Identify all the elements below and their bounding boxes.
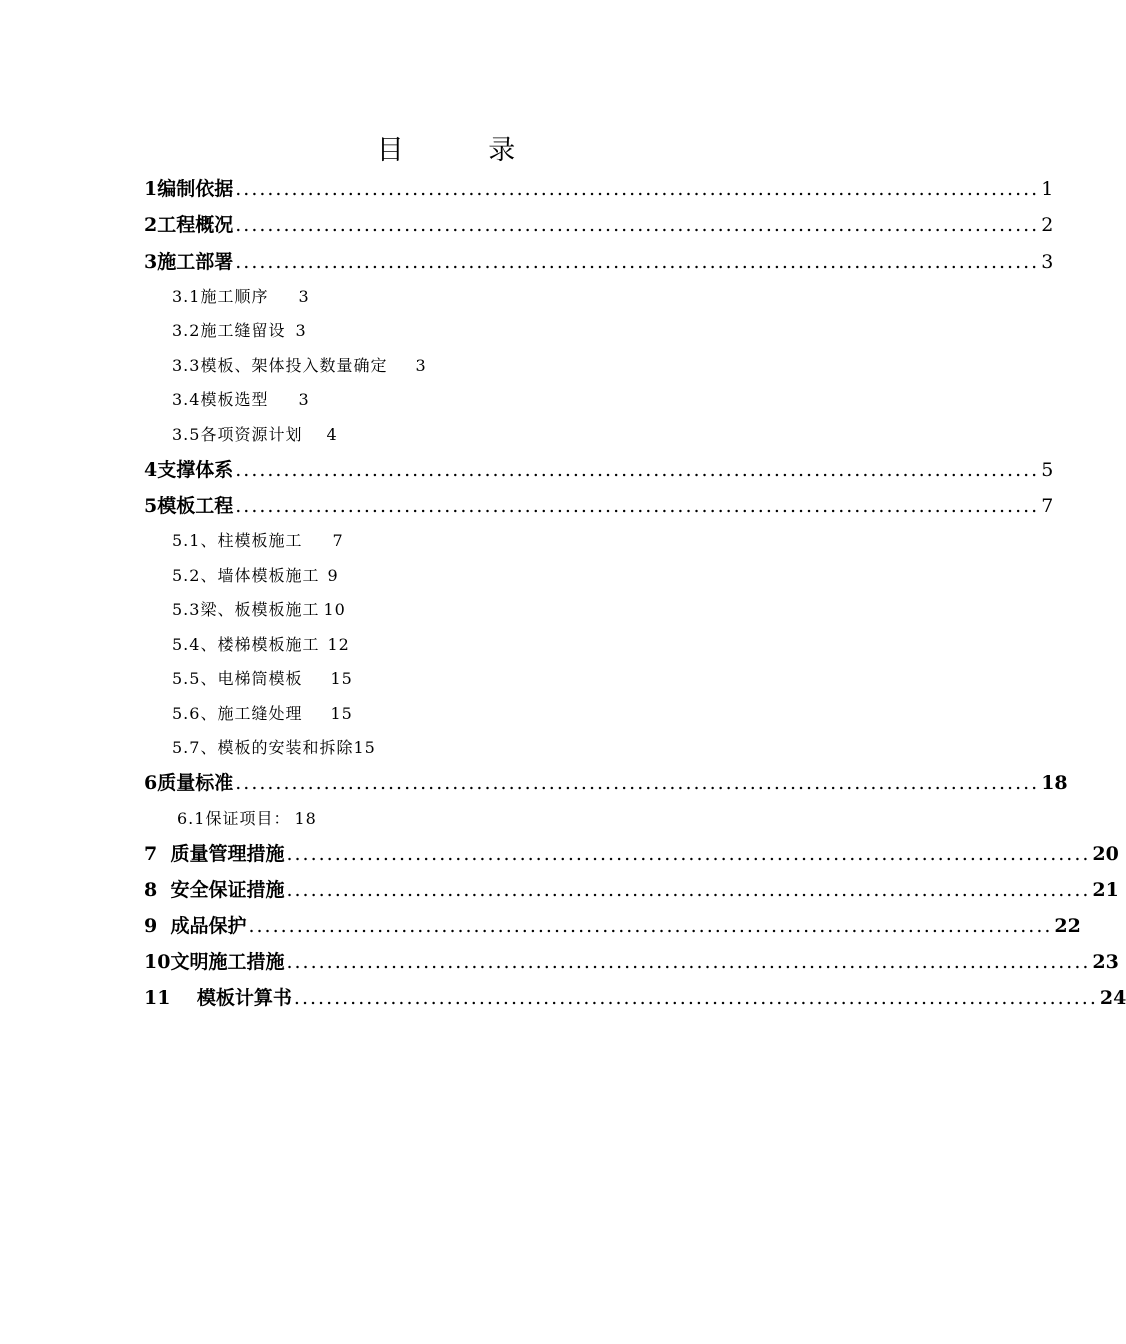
toc-subentry-page: 7 — [332, 531, 344, 550]
toc-entry[interactable] — [144, 911, 1081, 938]
toc-entry[interactable] — [144, 210, 1054, 237]
toc-entry-label: 4支撑体系 — [144, 459, 234, 481]
toc-entry-label: 10文明施工措施 — [144, 951, 285, 973]
toc-leader-dots: .................................................................................................... — [235, 495, 1040, 517]
toc-subentry-label: 5.4、楼梯模板施工 — [172, 635, 320, 654]
toc-entry-page: 2 — [1041, 214, 1054, 236]
toc-subentry-label: 3.5各项资源计划 — [172, 425, 303, 444]
toc-entry-page: 24 — [1099, 987, 1126, 1009]
toc-entry[interactable] — [144, 247, 1054, 274]
toc-subentry-page: 18 — [294, 809, 317, 828]
toc-entry-label: 9 成品保护 — [144, 915, 247, 937]
toc-entry-label: 7 质量管理措施 — [144, 843, 285, 865]
toc-subentry[interactable] — [172, 528, 344, 551]
toc-entry-page: 7 — [1041, 495, 1054, 517]
toc-subentry[interactable] — [172, 701, 353, 724]
toc-subentry[interactable] — [177, 806, 317, 829]
toc-subentry-label: 5.2、墙体模板施工 — [172, 566, 320, 585]
toc-subentry-page: 3 — [298, 287, 310, 306]
toc-subentry-page: 15 — [353, 738, 376, 757]
toc-entry[interactable] — [144, 947, 1119, 974]
toc-subentry[interactable] — [172, 318, 307, 341]
toc-subentry-label: 3.4模板选型 — [172, 390, 269, 409]
toc-title: 目 录 — [376, 135, 554, 166]
toc-entry[interactable] — [144, 875, 1119, 902]
toc-subentry-page: 3 — [415, 356, 427, 375]
toc-subentry-page: 10 — [323, 600, 346, 619]
toc-subentry[interactable] — [172, 597, 346, 620]
toc-entry-label: 5模板工程 — [144, 495, 234, 517]
toc-leader-dots: .................................................................................................... — [235, 178, 1040, 200]
toc-subentry[interactable] — [172, 422, 338, 445]
toc-entry-label: 3施工部署 — [144, 251, 234, 273]
toc-subentry-label: 6.1保证项目： — [177, 809, 291, 828]
toc-entry-label: 2工程概况 — [144, 214, 234, 236]
toc-entry-page: 18 — [1041, 772, 1068, 794]
toc-entry-page: 20 — [1092, 843, 1119, 865]
toc-entry[interactable] — [144, 983, 1126, 1010]
toc-entry-page: 3 — [1041, 251, 1054, 273]
toc-leader-dots: .................................................................................................... — [235, 772, 1040, 794]
toc-entry-page: 23 — [1092, 951, 1119, 973]
toc-entry-label: 6质量标准 — [144, 772, 234, 794]
toc-subentry[interactable] — [172, 563, 339, 586]
toc-subentry-label: 3.1施工顺序 — [172, 287, 269, 306]
toc-entry-page: 5 — [1041, 459, 1054, 481]
toc-subentry-label: 3.3模板、架体投入数量确定 — [172, 356, 388, 375]
toc-entry-label: 11 模板计算书 — [144, 987, 292, 1009]
toc-subentry-page: 3 — [295, 321, 307, 340]
toc-leader-dots: .................................................................................................... — [286, 879, 1091, 901]
toc-entry-label: 1编制依据 — [144, 178, 234, 200]
toc-subentry-label: 5.6、施工缝处理 — [172, 704, 303, 723]
toc-subentry-label: 5.5、电梯筒模板 — [172, 669, 303, 688]
toc-subentry[interactable] — [172, 353, 427, 376]
toc-subentry-page: 12 — [327, 635, 350, 654]
toc-entry-page: 21 — [1092, 879, 1119, 901]
toc-entry[interactable] — [144, 491, 1054, 518]
toc-entry[interactable] — [144, 174, 1054, 201]
toc-subentry[interactable] — [172, 284, 310, 307]
toc-subentry-page: 3 — [298, 390, 310, 409]
toc-subentry[interactable] — [172, 387, 310, 410]
toc-subentry-label: 3.2施工缝留设 — [172, 321, 286, 340]
toc-subentry-page: 15 — [330, 704, 353, 723]
toc-entry-page: 22 — [1054, 915, 1081, 937]
toc-subentry-label: 5.7、模板的安装和拆除 — [172, 738, 354, 757]
toc-subentry[interactable] — [172, 666, 353, 689]
toc-leader-dots: .................................................................................................... — [235, 214, 1040, 236]
toc-leader-dots: .................................................................................................... — [248, 915, 1053, 937]
toc-subentry-label: 5.3梁、板模板施工 — [172, 600, 320, 619]
toc-leader-dots: .................................................................................................... — [286, 843, 1091, 865]
toc-entry[interactable] — [144, 455, 1054, 482]
toc-leader-dots: .................................................................................................... — [235, 251, 1040, 273]
toc-leader-dots: .................................................................................................... — [286, 951, 1091, 973]
toc-entry[interactable] — [144, 839, 1119, 866]
toc-subentry-page: 4 — [326, 425, 338, 444]
toc-subentry-page: 9 — [327, 566, 339, 585]
toc-subentry-label: 5.1、柱模板施工 — [172, 531, 303, 550]
toc-entry-page: 1 — [1041, 178, 1054, 200]
toc-subentry-page: 15 — [330, 669, 353, 688]
toc-entry[interactable] — [144, 768, 1068, 795]
toc-leader-dots: .................................................................................................... — [235, 459, 1040, 481]
toc-subentry[interactable] — [172, 632, 350, 655]
toc-subentry[interactable] — [172, 735, 376, 758]
toc-entry-label: 8 安全保证措施 — [144, 879, 285, 901]
toc-leader-dots: .................................................................................................... — [293, 987, 1098, 1009]
